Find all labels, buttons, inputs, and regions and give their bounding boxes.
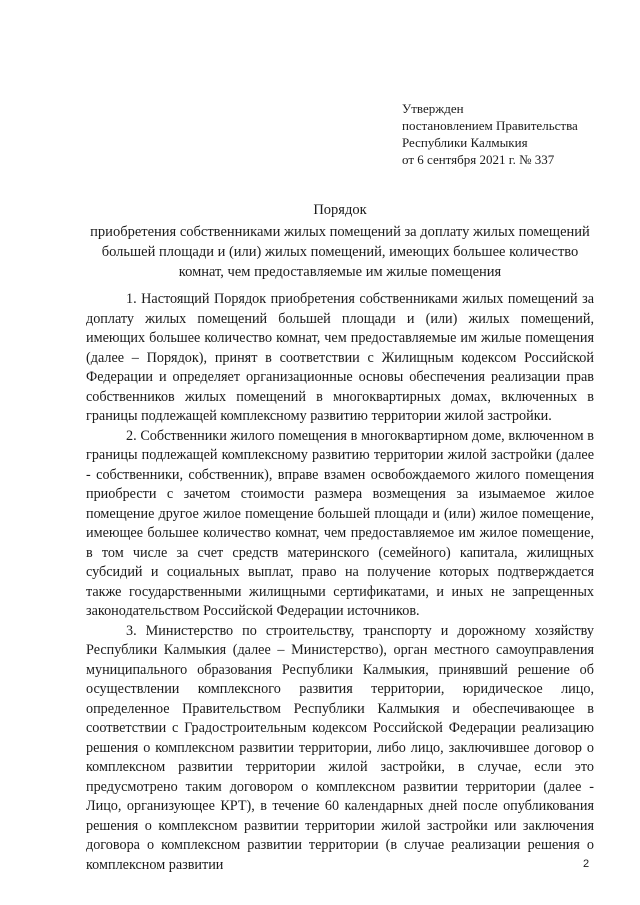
document-subtitle: приобретения собственниками жилых помещений за доплату жилых помещений большей площади и (или) жилых помещений, имеющих большее количество комнат, чем предоставляемые им жилые помещения <box>90 224 590 280</box>
page-number: 2 <box>583 858 590 870</box>
paragraph-1: 1. Настоящий Порядок приобретения собственниками жилых помещений за доплату жилых помещений большей площади и (или) жилых помещений, имеющих большее количество комнат, чем предоставляемые им жилые помещения (далее – Порядок), принят в соответствии с Жилищным кодексом Российской Федерации и определяет организационные основы обеспечения реализации прав собственников жилых помещений в многоквартирных домах, включенных в границы подлежащей комплексному развитию территории жилой застройки. <box>86 291 594 424</box>
document-title: Порядок <box>313 202 367 218</box>
approval-line-1: Утвержден <box>402 101 464 116</box>
approval-line-3: Республики Калмыкия <box>402 135 528 150</box>
approval-stamp <box>402 100 632 168</box>
document-title-block <box>85 200 595 282</box>
paragraph-3: 3. Министерство по строительству, транспорту и дорожному хозяйству Республики Калмыкия (далее – Министерство), орган местного самоуправления муниципального образования Республики Калмыкия, принявший решение об осуществлении комплексного развития территории, юридическое лицо, определенное Правительством Республики Калмыкия и обеспечивающее в соответствии с Градостроительным кодексом Российской Федерации реализацию решения о комплексном развитии территории, либо лицо, заключившее договор о комплексном развитии территории жилой застройки, в случае, если это предусмотрено таким договором о комплексном развитии территории (далее - Лицо, организующее КРТ), в течение 60 календарных дней после опубликования решения о комплексном развитии территории жилой застройки или заключения договора о комплексном развитии территории (в случае реализации решения о комплексном развитии <box>86 622 594 873</box>
approval-line-4: от 6 сентября 2021 г. № 337 <box>402 152 555 167</box>
paragraph-2: 2. Собственники жилого помещения в многоквартирном доме, включенном в границы подлежащей комплексному развитию территории жилой застройки (далее - собственники, собственник), вправе взамен освобождаемого жилого помещения приобрести с зачетом стоимости размера возмещения за изымаемое жилое помещение другое жилое помещение большей площади и (или) жилое помещение, имеющее большее количество комнат, чем предоставляемое им жилое помещение, в том числе за счет средств материнского (семейного) капитала, жилищных субсидий и социальных выплат, право на получение которых подтверждается также государственными жилищными сертификатами, и иных не запрещенных законодательством Российской Федерации источников. <box>86 427 594 619</box>
approval-line-2: постановлением Правительства <box>402 118 578 133</box>
document-body <box>86 290 594 875</box>
